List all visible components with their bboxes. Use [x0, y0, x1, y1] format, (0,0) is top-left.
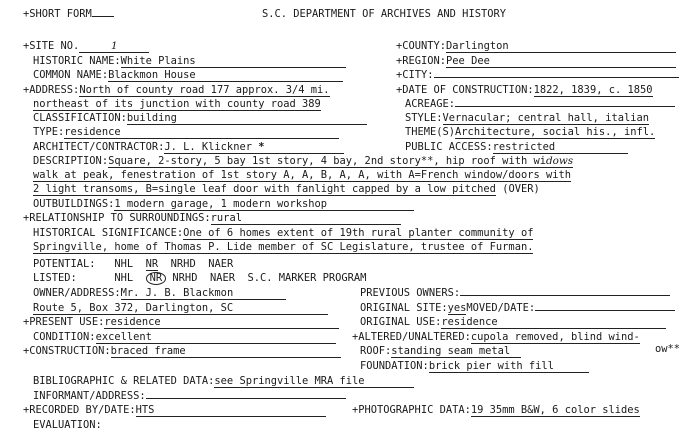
acreage-field: ACREAGE:	[405, 98, 675, 110]
description-over: (OVER)	[502, 183, 540, 195]
construction-field: +CONSTRUCTION:braced frame	[23, 345, 341, 358]
public-access-value: restricted	[493, 141, 628, 154]
altered-value: cupola removed, blind wind-	[470, 331, 640, 343]
listed-nr-circled: NR	[146, 272, 167, 285]
altered-continued: ow**	[655, 343, 681, 355]
address-value-2: northeast of its junction with county road 389	[33, 98, 321, 110]
county-value: Darlington	[446, 40, 676, 53]
classification-value: building	[127, 112, 367, 125]
historic-name-field: HISTORIC NAME:White Plains	[33, 55, 346, 68]
description-line-3: 2 light transoms, B=single leaf door with fanlight capped by a low pitched (OVER)	[33, 183, 540, 195]
original-site-value: yes	[447, 302, 467, 314]
significance-line-2: Springville, home of Thomas P. Lide member of SC Legislature, trustee of Furman.	[33, 241, 534, 253]
original-use-value: residence	[441, 316, 666, 329]
foundation-value: brick pier with fill	[429, 360, 589, 373]
date-of-construction-field: +DATE OF CONSTRUCTION:1822, 1839, c. 1850	[396, 84, 653, 96]
type-field: TYPE:residence	[33, 126, 339, 139]
owner-value: Mr. J. B. Blackmon	[121, 287, 286, 300]
altered-field: +ALTERED/UNALTERED:cupola removed, blind wind-	[352, 331, 640, 343]
common-name-field: COMMON NAME:Blackmon House	[33, 69, 343, 82]
photographic-value: 19 35mm B&W, 6 color slides	[470, 404, 640, 416]
address-field: +ADDRESS:North of county road 177 approx. 3/4 mi.	[23, 84, 330, 96]
outbuildings-value: 1 modern garage, 1 modern workshop	[114, 198, 414, 211]
relationship-field: +RELATIONSHIP TO SURROUNDINGS:rural	[23, 212, 401, 225]
type-value: residence	[64, 126, 339, 139]
present-use-value: residence	[104, 316, 339, 329]
bibliographic-value: see Springville MRA file	[214, 375, 414, 388]
roof-field: ROOF:standing seam metal	[360, 345, 521, 358]
historic-name-value: White Plains	[121, 55, 346, 68]
potential-row: POTENTIAL: NHL NR NRHD NAER	[33, 258, 234, 270]
site-no-field: +SITE NO. 1	[23, 40, 149, 53]
previous-owners-field: PREVIOUS OWNERS:	[360, 287, 670, 299]
original-site-field: ORIGINAL SITE:yesMOVED/DATE:	[360, 302, 675, 314]
county-field: +COUNTY:Darlington	[396, 40, 676, 53]
date-of-construction-value: 1822, 1839, c. 1850	[533, 84, 653, 96]
construction-value: braced frame	[111, 345, 341, 358]
roof-value: standing seam metal	[391, 345, 521, 358]
significance-line-1: HISTORICAL SIGNIFICANCE:One of 6 homes extent of 19th rural planter community of	[33, 227, 534, 239]
style-field: STYLE:Vernacular; central hall, italian	[405, 112, 649, 124]
photographic-field: +PHOTOGRAPHIC DATA:19 35mm B&W, 6 color slides	[352, 404, 640, 416]
condition-field: CONDITION:excellent	[33, 331, 336, 344]
style-value: Vernacular; central hall, italian	[442, 112, 649, 124]
short-form-label: +SHORT FORM	[23, 8, 114, 20]
themes-field: THEME(S)Architecture, social his., infl.	[405, 126, 656, 138]
owner-field: OWNER/ADDRESS:Mr. J. B. Blackmon	[33, 287, 286, 300]
present-use-field: +PRESENT USE:residence	[23, 316, 339, 329]
description-handwritten: dows	[545, 155, 574, 167]
agency-title: S.C. DEPARTMENT OF ARCHIVES AND HISTORY	[262, 8, 506, 20]
bibliographic-field: BIBLIOGRAPHIC & RELATED DATA:see Springville MRA file	[33, 375, 414, 388]
owner-address: Route 5, Box 372, Darlington, SC	[33, 302, 328, 315]
listed-row: LISTED: NHL NR NRHD NAER S.C. MARKER PROGRAM	[33, 272, 367, 284]
informant-field: INFORMANT/ADDRESS:	[33, 390, 346, 402]
architect-field: ARCHITECT/CONTRACTOR:J. L. Klickner *	[33, 141, 344, 154]
region-value: Pee Dee	[446, 55, 676, 68]
city-field: +CITY:	[396, 69, 679, 81]
public-access-field: PUBLIC ACCESS:restricted	[405, 141, 628, 154]
classification-field: CLASSIFICATION:building	[33, 112, 367, 125]
architect-value: J. L. Klickner *	[164, 141, 344, 154]
recorded-by-field: +RECORDED BY/DATE:HTS	[23, 404, 326, 417]
foundation-field: FOUNDATION:brick pier with fill	[360, 360, 589, 373]
region-field: +REGION:Pee Dee	[396, 55, 676, 68]
description-line-2: walk at peak, fenestration of 1st story A, A, B, A, A, with A=French window/doors with	[33, 169, 571, 181]
condition-value: excellent	[96, 331, 336, 344]
recorded-by-value: HTS	[136, 404, 326, 417]
common-name-value: Blackmon House	[108, 69, 343, 82]
address-value-1: North of county road 177 approx. 3/4 mi.	[79, 84, 330, 96]
themes-value: Architecture, social his., infl.	[455, 126, 656, 138]
architect-mark: *	[258, 141, 265, 153]
outbuildings-field: OUTBUILDINGS:1 modern garage, 1 modern workshop	[33, 198, 414, 211]
evaluation-field: EVALUATION:	[33, 419, 102, 431]
site-no-value: 1	[79, 40, 149, 53]
description-line-1: DESCRIPTION:Square, 2-story, 5 bay 1st story, 4 bay, 2nd story**, hip roof with widows	[33, 155, 574, 167]
original-use-field: ORIGINAL USE:residence	[360, 316, 666, 329]
relationship-value: rural	[211, 212, 401, 225]
